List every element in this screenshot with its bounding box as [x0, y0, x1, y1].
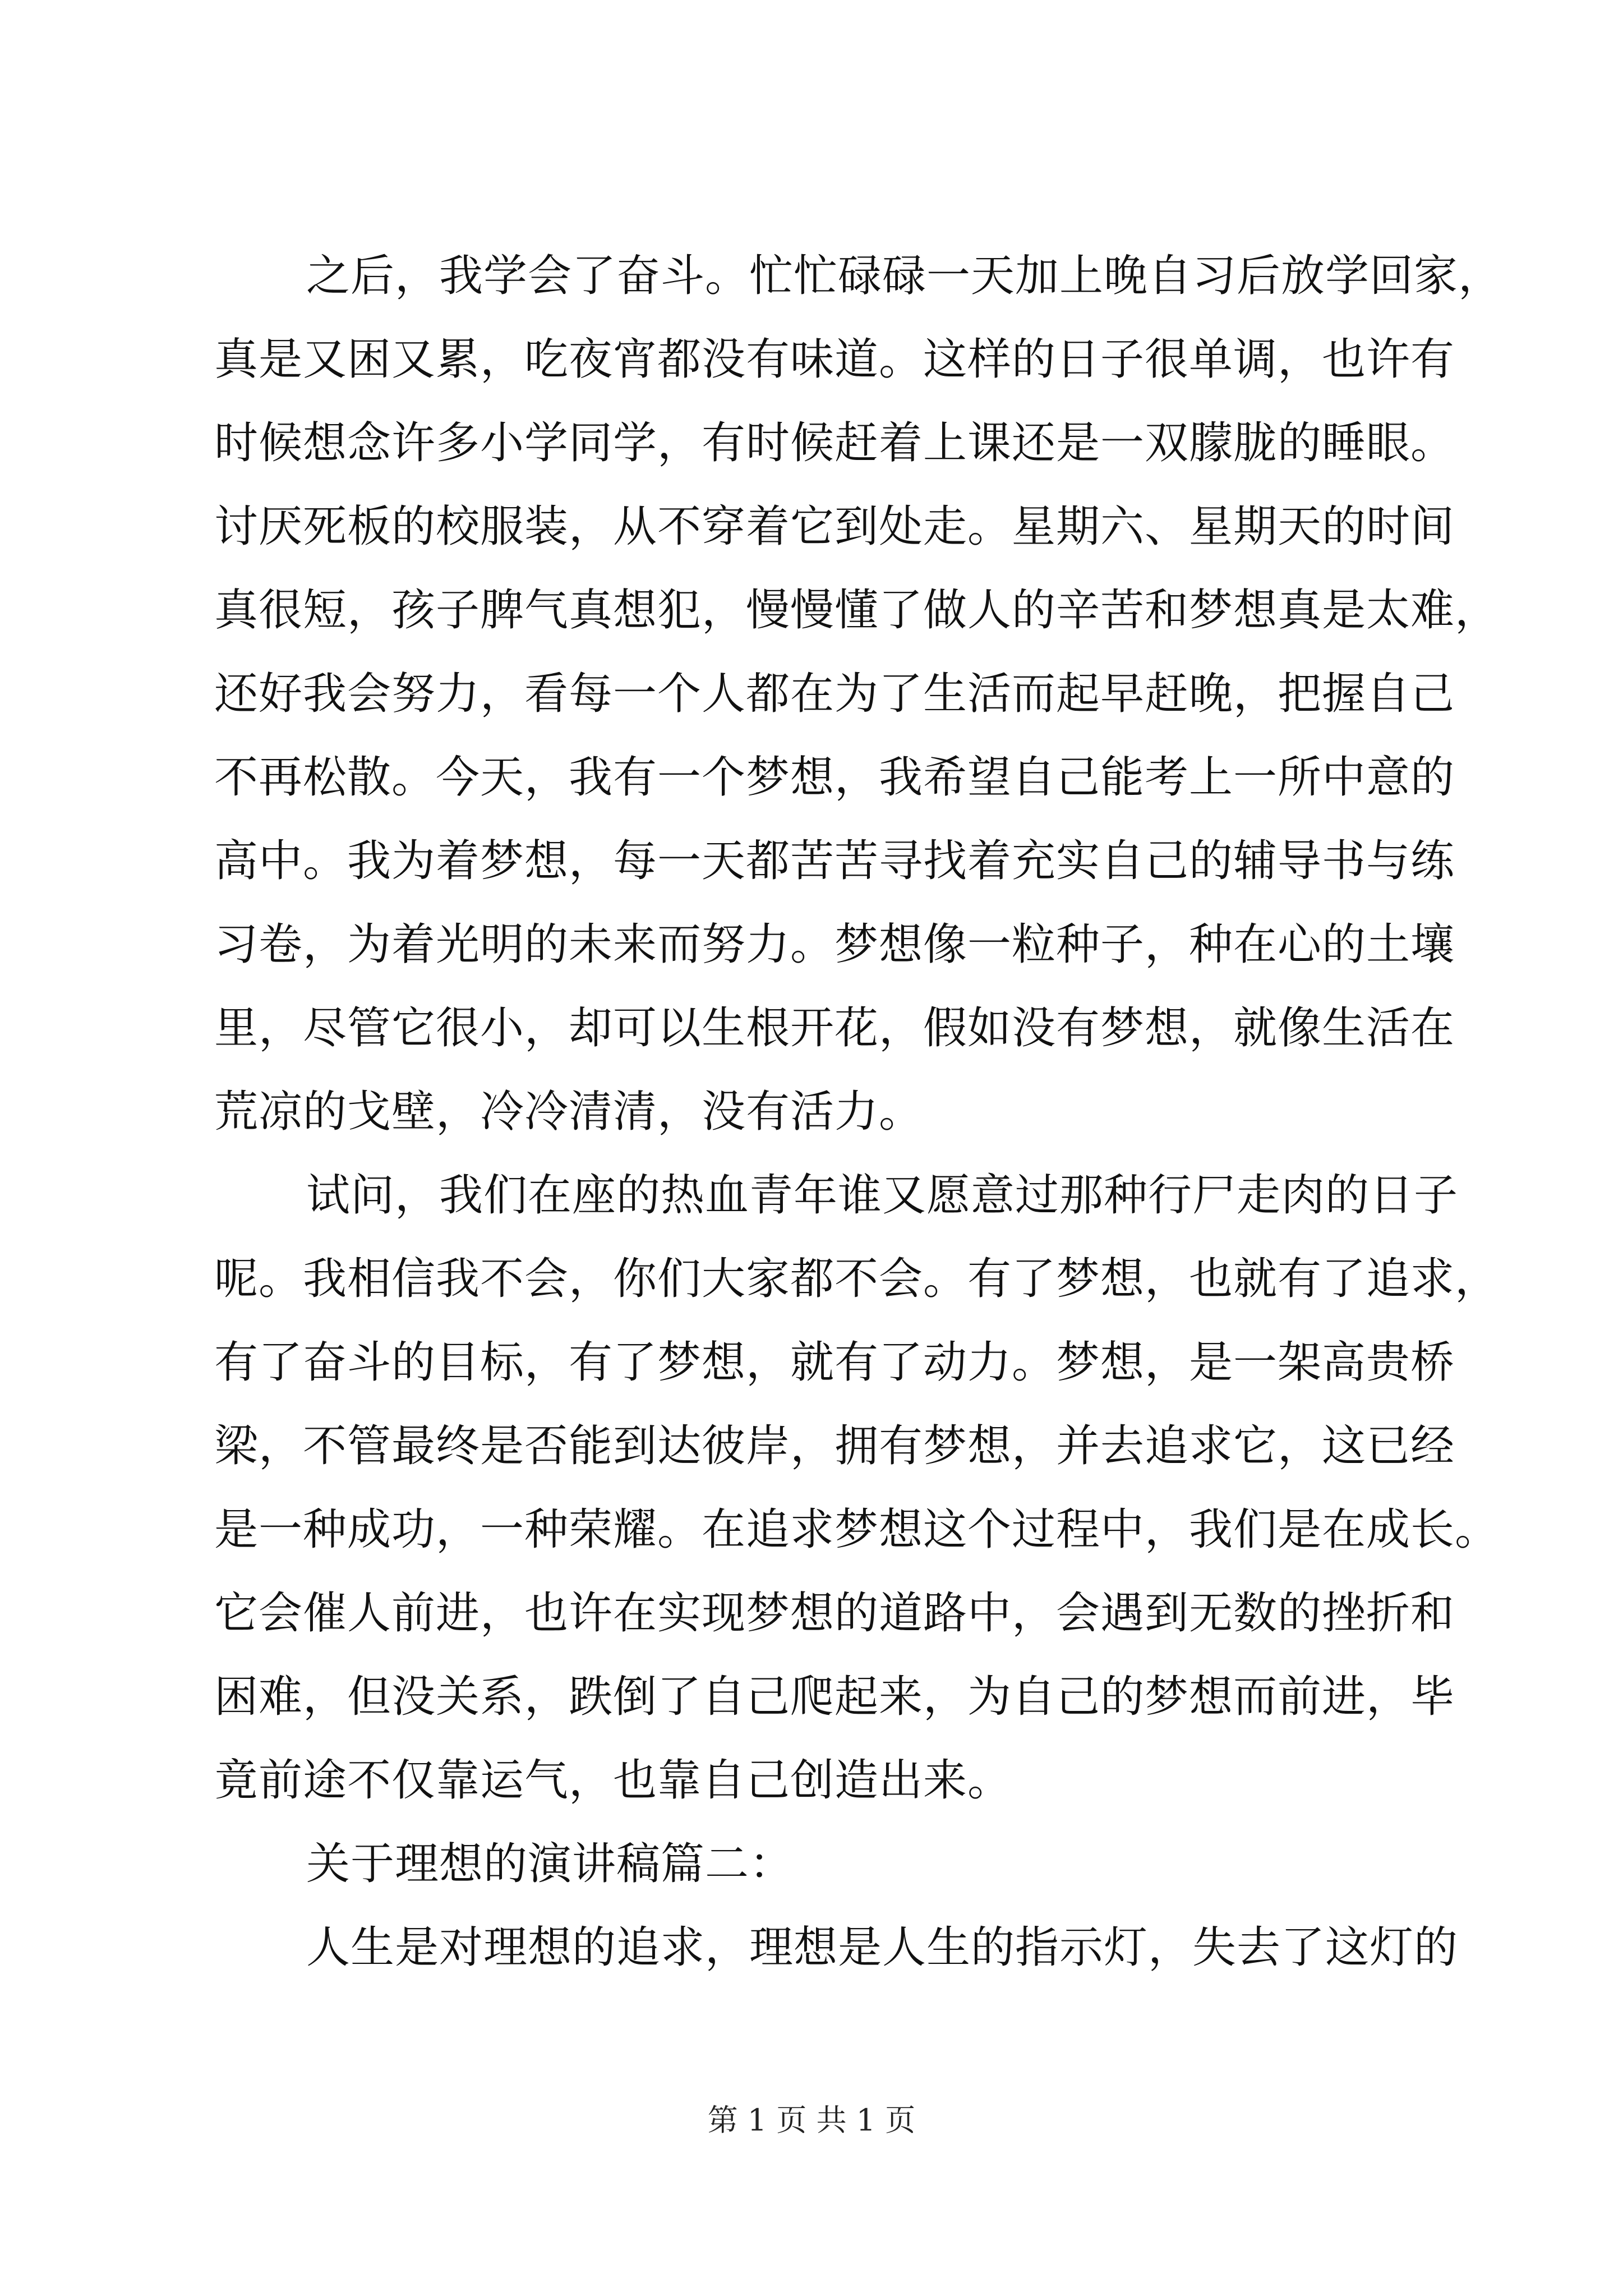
paragraph-2-line-2: 呢。我相信我不会，你们大家都不会。有了梦想，也就有了追求，: [214, 1254, 1500, 1304]
paragraph-1-line-4: 讨厌死板的校服装，从不穿着它到处走。星期六、星期天的时间: [214, 501, 1455, 552]
paragraph-1-line-6: 还好我会努力，看每一个人都在为了生活而起早赶晚，把握自己: [214, 669, 1455, 719]
paragraph-3-line-1: 人生是对理想的追求，理想是人生的指示灯，失去了这灯的: [306, 1922, 1459, 1973]
paragraph-1-line-11: 荒凉的戈壁，冷冷清清，没有活力。: [214, 1087, 924, 1137]
paragraph-1-line-10: 里，尽管它很小，却可以生根开花，假如没有梦想，就像生活在: [214, 1003, 1455, 1053]
paragraph-1-line-3: 时候想念许多小学同学，有时候赶着上课还是一双朦胧的睡眼。: [214, 418, 1455, 468]
paragraph-1-line-1: 之后，我学会了奋斗。忙忙碌碌一天加上晚自习后放学回家，: [306, 251, 1503, 301]
paragraph-1-line-9: 习卷，为着光明的未来而努力。梦想像一粒种子，种在心的土壤: [214, 919, 1455, 970]
paragraph-2-line-4: 梁，不管最终是否能到达彼岸，拥有梦想，并去追求它，这已经: [214, 1421, 1455, 1471]
paragraph-2-line-6: 它会催人前进，也许在实现梦想的道路中，会遇到无数的挫折和: [214, 1588, 1455, 1639]
section-heading: 关于理想的演讲稿篇二：: [306, 1839, 794, 1889]
paragraph-1-line-2: 真是又困又累，吃夜宵都没有味道。这样的日子很单调，也许有: [214, 334, 1455, 385]
document-body: [214, 234, 1503, 1990]
paragraph-1-line-7: 不再松散。今天，我有一个梦想，我希望自己能考上一所中意的: [214, 752, 1455, 803]
page-number-footer: 第 1 页 共 1 页: [707, 2102, 916, 2138]
paragraph-2-line-3: 有了奋斗的目标，有了梦想，就有了动力。梦想，是一架高贵桥: [214, 1337, 1455, 1388]
paragraph-2-line-8: 竟前途不仅靠运气，也靠自己创造出来。: [214, 1755, 1012, 1806]
paragraph-2-line-5: 是一种成功，一种荣耀。在追求梦想这个过程中，我们是在成长。: [214, 1504, 1500, 1555]
paragraph-2-line-1: 试问，我们在座的热血青年谁又愿意过那种行尸走肉的日子: [306, 1170, 1459, 1221]
paragraph-1-line-8: 高中。我为着梦想，每一天都苦苦寻找着充实自己的辅导书与练: [214, 836, 1455, 886]
paragraph-2-line-7: 困难，但没关系，跌倒了自己爬起来，为自己的梦想而前进，毕: [214, 1672, 1455, 1722]
paragraph-1-line-5: 真很短，孩子脾气真想犯，慢慢懂了做人的辛苦和梦想真是太难，: [214, 585, 1500, 636]
